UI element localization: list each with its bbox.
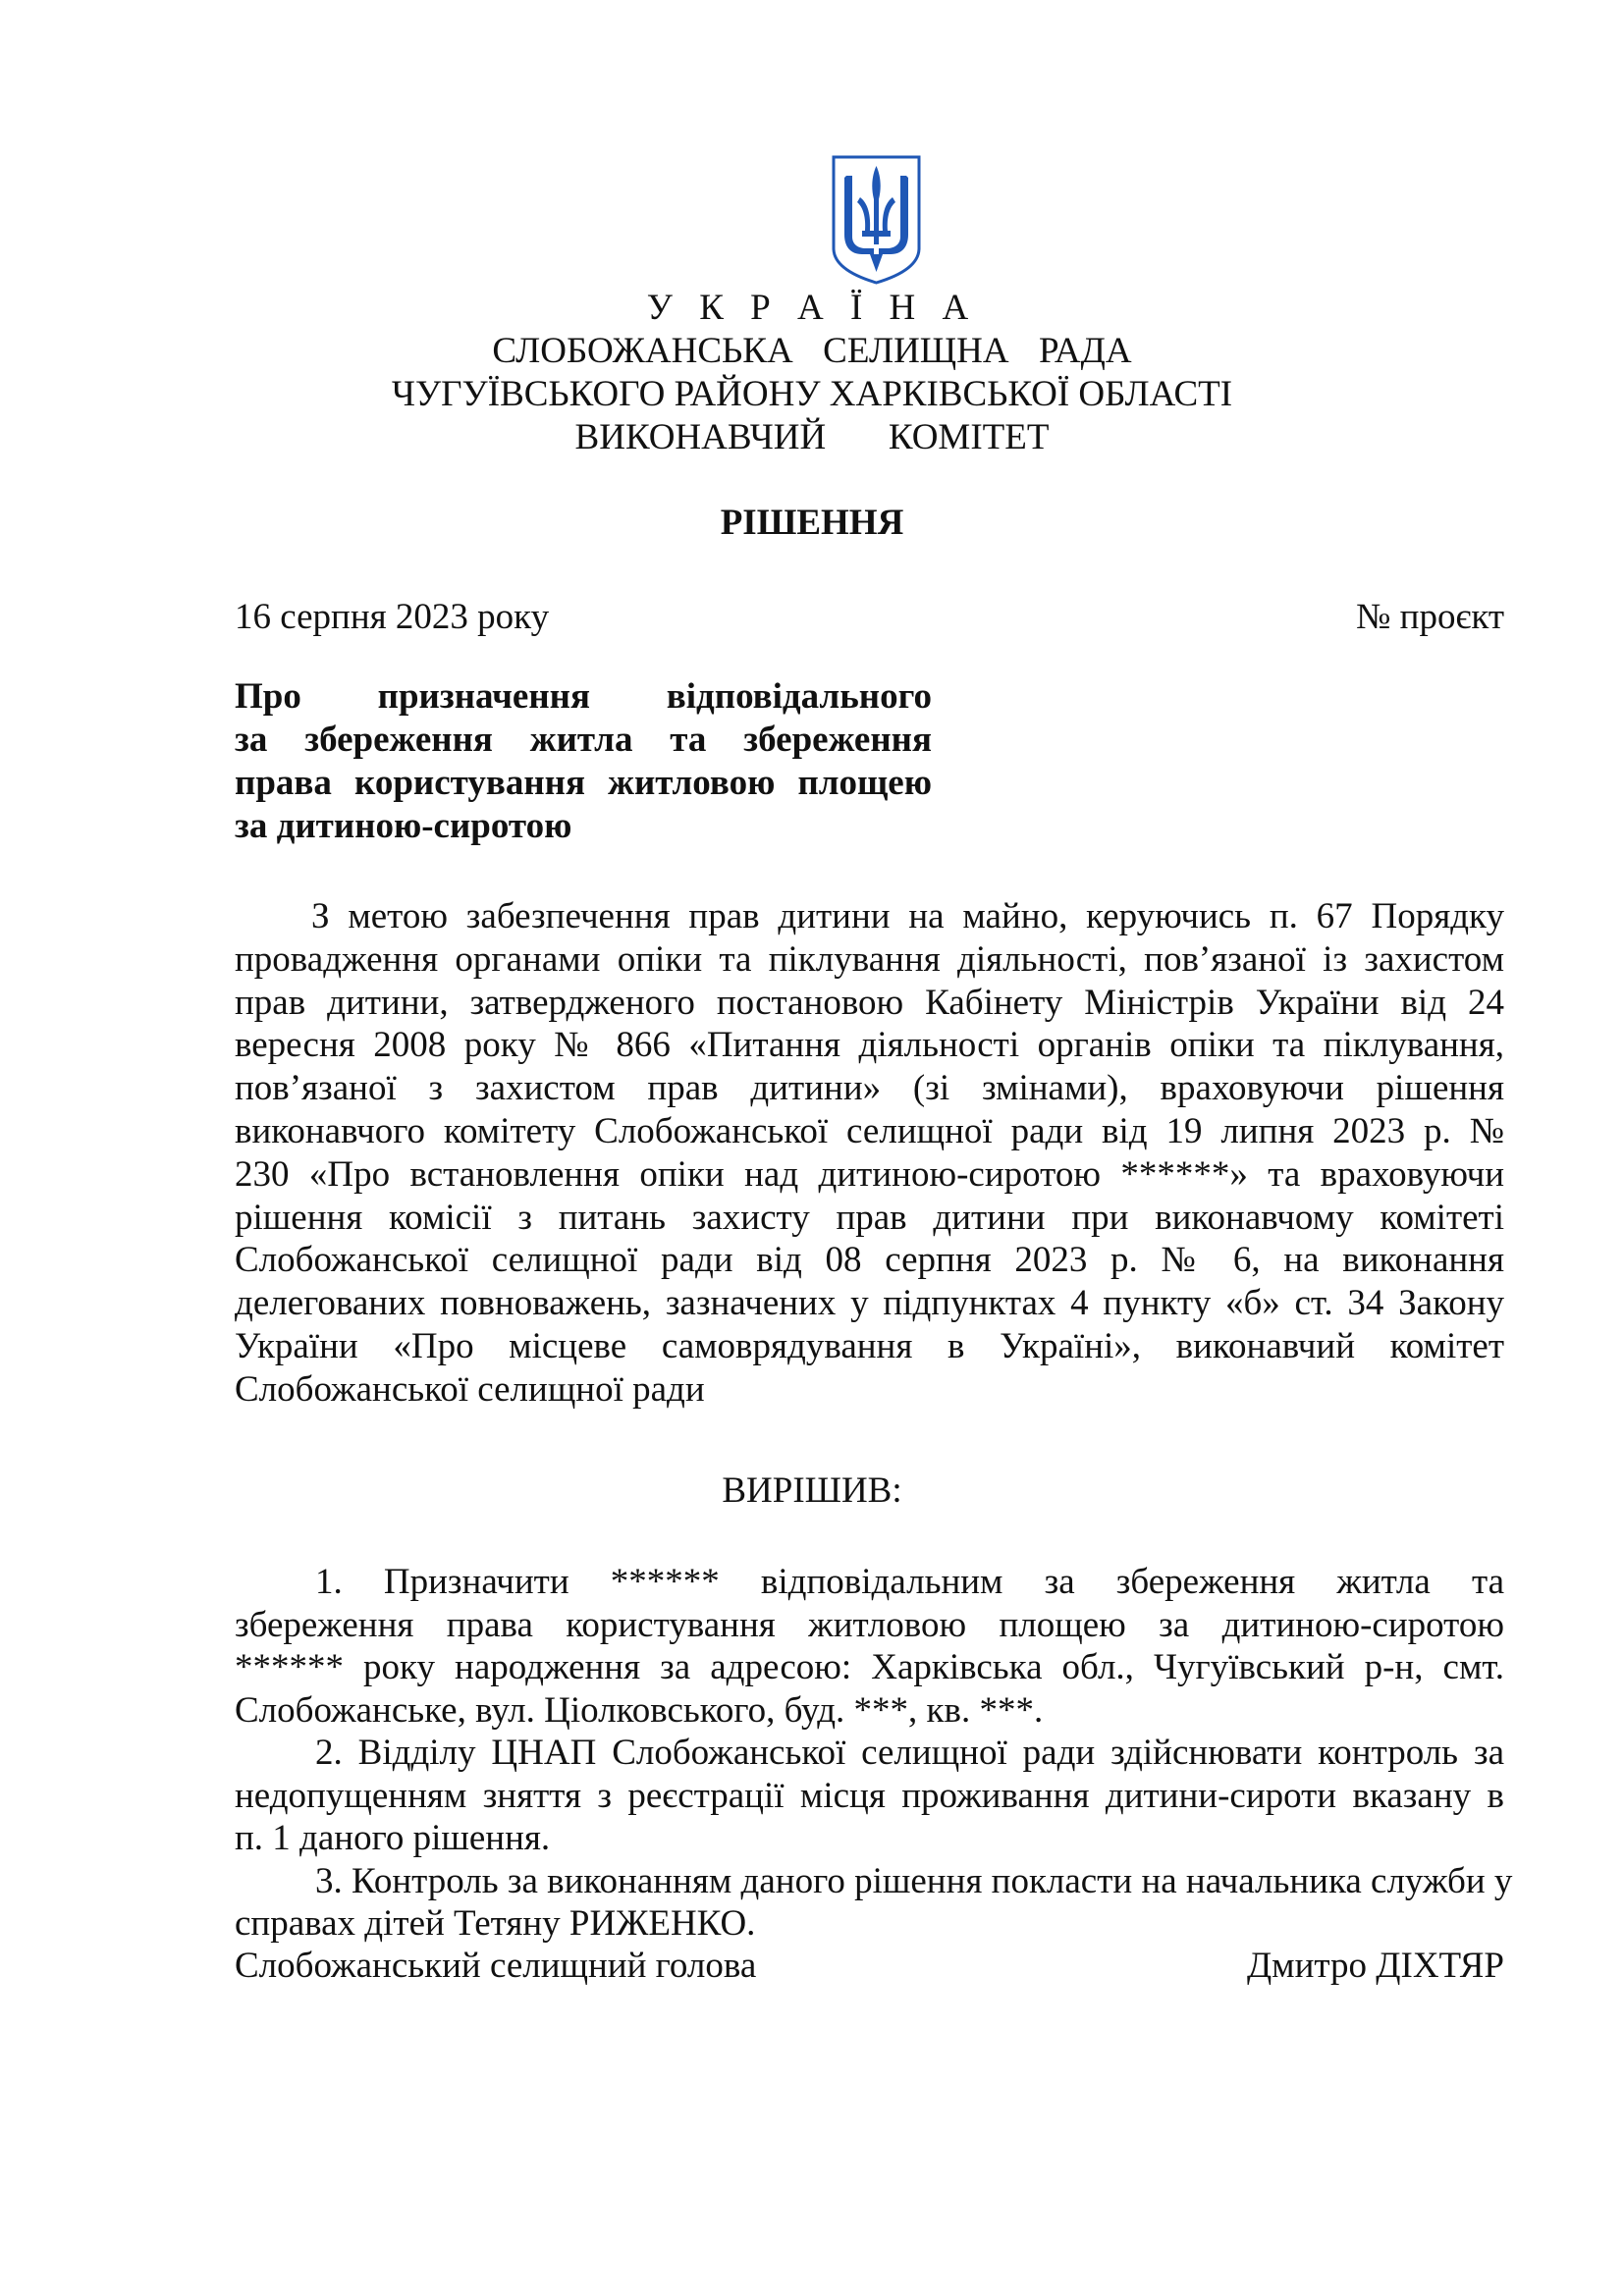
item-2-line: 2. Відділу ЦНАП Слобожанської селищної ради здійснювати контроль за [315,1733,1504,1773]
item-1-line: 1. Призначити ****** відповідальним за збереження житла та [315,1562,1504,1602]
item-1-line: збереження права користування житловою площею за дитиною-сиротою [235,1604,1504,1645]
signer-name: Дмитро ДІХТЯР [1246,1946,1504,1986]
preamble-line: Слобожанської селищної ради [235,1368,705,1410]
preamble-line: 230 «Про встановлення опіки над дитиною-сиротою ******» та враховуючи [235,1153,1504,1195]
header-district: ЧУГУЇВСЬКОГО РАЙОНУ ХАРКІВСЬКОЇ ОБЛАСТІ [391,374,1233,414]
item-3-line: справах дітей Тетяну РИЖЕНКО. [235,1903,756,1944]
item-3-line: 3. Контроль за виконанням даного рішення покласти на начальника служби у [315,1860,1513,1901]
header-council: СЛОБОЖАНСЬКА СЕЛИЩНА РАДА [492,331,1132,371]
tryzub-coat-of-arms-icon [831,154,922,286]
preamble-line: рішення комісії з питань захисту прав дитини при виконавчому комітеті [235,1197,1504,1238]
preamble-line: прав дитини, затвердженого постановою Кабінету Міністрів України від 24 [235,982,1504,1023]
item-1-line: ****** року народження за адресою: Харківська обл., Чугуївський р-н, смт. [235,1647,1504,1687]
document-number: № проєкт [1356,597,1504,637]
preamble-line: вересня 2008 року № 866 «Питання діяльності органів опіки та піклування, [235,1025,1504,1066]
header-committee: ВИКОНАВЧИЙ КОМІТЕТ [574,417,1050,457]
preamble-line: України «Про місцеве самоврядування в Україні», виконавчий комітет [235,1325,1504,1366]
document-date: 16 серпня 2023 року [235,597,550,637]
signer-title: Слобожанський селищний голова [235,1946,757,1986]
preamble-line: провадження органами опіки та піклування діяльності, пов’язаної із захистом [235,938,1504,980]
subject-line: Про призначення відповідального [235,676,932,717]
preamble-line: виконавчого комітету Слобожанської селищної ради від 19 липня 2023 р. № [235,1110,1504,1151]
item-1-line: Слобожанське, вул. Ціолковського, буд. ***, кв. ***. [235,1689,1044,1731]
decision-items [235,1561,1513,1946]
item-2-line: недопущенням зняття з реєстрації місця проживання дитини-сироти вказану в [235,1775,1504,1816]
preamble-line: делегованих повноважень, зазначених у підпунктах 4 пункту «б» ст. 34 Закону [235,1283,1504,1324]
subject-line: за збереження житла та збереження [235,720,932,760]
preamble-paragraph [235,895,1504,1412]
decided-heading: ВИРІШИВ: [722,1470,902,1511]
item-2-line: п. 1 даного рішення. [235,1818,551,1858]
preamble-line: пов’язаної з захистом прав дитини» (зі змінами), враховуючи рішення [235,1068,1504,1109]
preamble-line: З метою забезпечення прав дитини на майно, керуючись п. 67 Порядку [311,896,1504,936]
document-type-title: РІШЕННЯ [720,503,904,543]
subject-line: права користування житловою площею [235,763,932,803]
preamble-line: Слобожанської селищної ради від 08 серпня 2023 р. № 6, на виконання [235,1240,1504,1281]
document-subject [235,675,932,848]
subject-line: за дитиною-сиротою [235,806,572,846]
header-country: У К Р А Ї Н А [646,288,978,328]
